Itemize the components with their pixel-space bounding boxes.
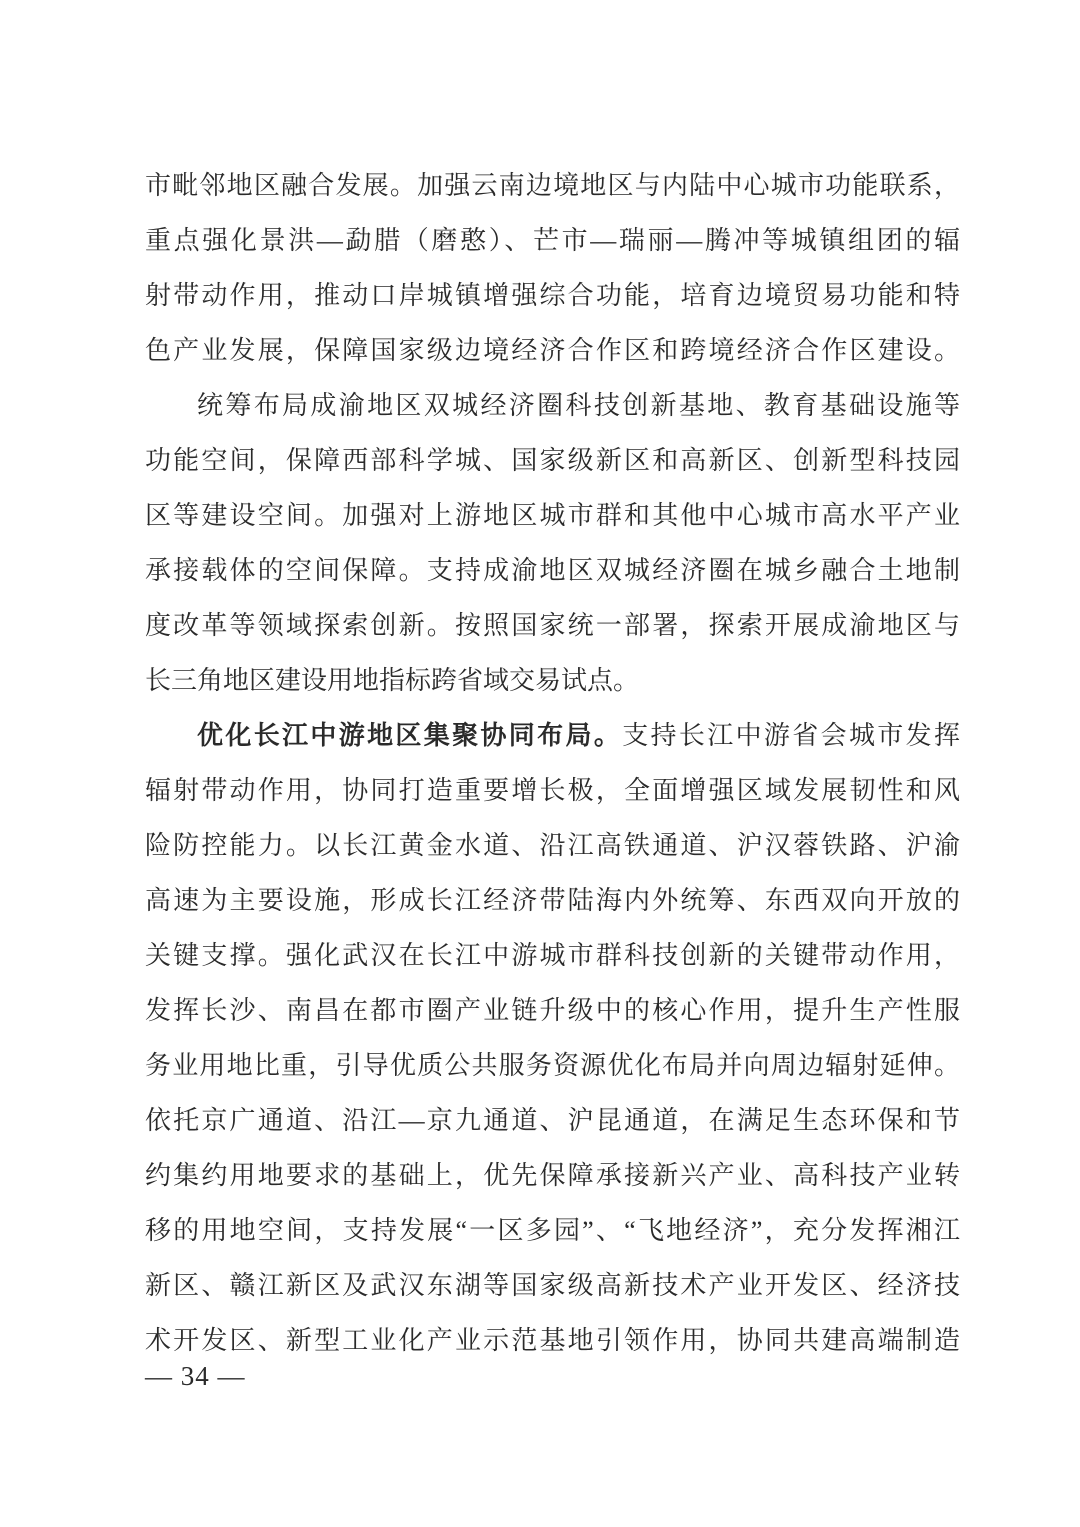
text-line: 险防控能力。以长江黄金水道、沿江高铁通道、沪汉蓉铁路、沪渝 bbox=[145, 831, 960, 860]
text-line: 功能空间，保障西部科学城、国家级新区和高新区、创新型科技园 bbox=[145, 446, 960, 475]
text-line: 新区、赣江新区及武汉东湖等国家级高新技术产业开发区、经济技 bbox=[145, 1271, 960, 1300]
text-line: 高速为主要设施，形成长江经济带陆海内外统筹、东西双向开放的 bbox=[145, 886, 960, 915]
text-line: 发挥长沙、南昌在都市圈产业链升级中的核心作用，提升生产性服 bbox=[145, 996, 960, 1025]
text-line: 市毗邻地区融合发展。加强云南边境地区与内陆中心城市功能联系， bbox=[145, 171, 960, 200]
text-line: 务业用地比重，引导优质公共服务资源优化布局并向周边辐射延伸。 bbox=[145, 1051, 960, 1080]
text-line: 关键支撑。强化武汉在长江中游城市群科技创新的关键带动作用， bbox=[145, 941, 960, 970]
text-line: 约集约用地要求的基础上，优先保障承接新兴产业、高科技产业转 bbox=[145, 1161, 960, 1190]
text-line: 色产业发展，保障国家级边境经济合作区和跨境经济合作区建设。 bbox=[145, 336, 960, 365]
text-line: 优化长江中游地区集聚协同布局。支持长江中游省会城市发挥 bbox=[197, 721, 960, 750]
text-line: 承接载体的空间保障。支持成渝地区双城经济圈在城乡融合土地制 bbox=[145, 556, 960, 585]
text-line: 长三角地区建设用地指标跨省域交易试点。 bbox=[145, 666, 640, 695]
text-line: 依托京广通道、沿江—京九通道、沪昆通道，在满足生态环保和节 bbox=[145, 1106, 960, 1135]
text-line: 重点强化景洪—勐腊（磨憨）、芒市—瑞丽—腾冲等城镇组团的辐 bbox=[145, 226, 960, 255]
text-line: 度改革等领域探索创新。按照国家统一部署，探索开展成渝地区与 bbox=[145, 611, 960, 640]
text-line: 区等建设空间。加强对上游地区城市群和其他中心城市高水平产业 bbox=[145, 501, 960, 530]
text-line: 统筹布局成渝地区双城经济圈科技创新基地、教育基础设施等 bbox=[197, 391, 960, 420]
page-number: — 34 — bbox=[145, 1361, 246, 1391]
page-footer bbox=[145, 1356, 246, 1396]
text-line: 术开发区、新型工业化产业示范基地引领作用，协同共建高端制造 bbox=[145, 1326, 960, 1355]
paragraph-lead-bold: 优化长江中游地区集聚协同布局。 bbox=[197, 721, 623, 750]
text-line: 辐射带动作用，协同打造重要增长极，全面增强区域发展韧性和风 bbox=[145, 776, 960, 805]
document-body bbox=[145, 158, 960, 1368]
text-line: 移的用地空间，支持发展“一区多园”、“飞地经济”，充分发挥湘江 bbox=[145, 1216, 960, 1245]
text-line: 射带动作用，推动口岸城镇增强综合功能，培育边境贸易功能和特 bbox=[145, 281, 960, 310]
